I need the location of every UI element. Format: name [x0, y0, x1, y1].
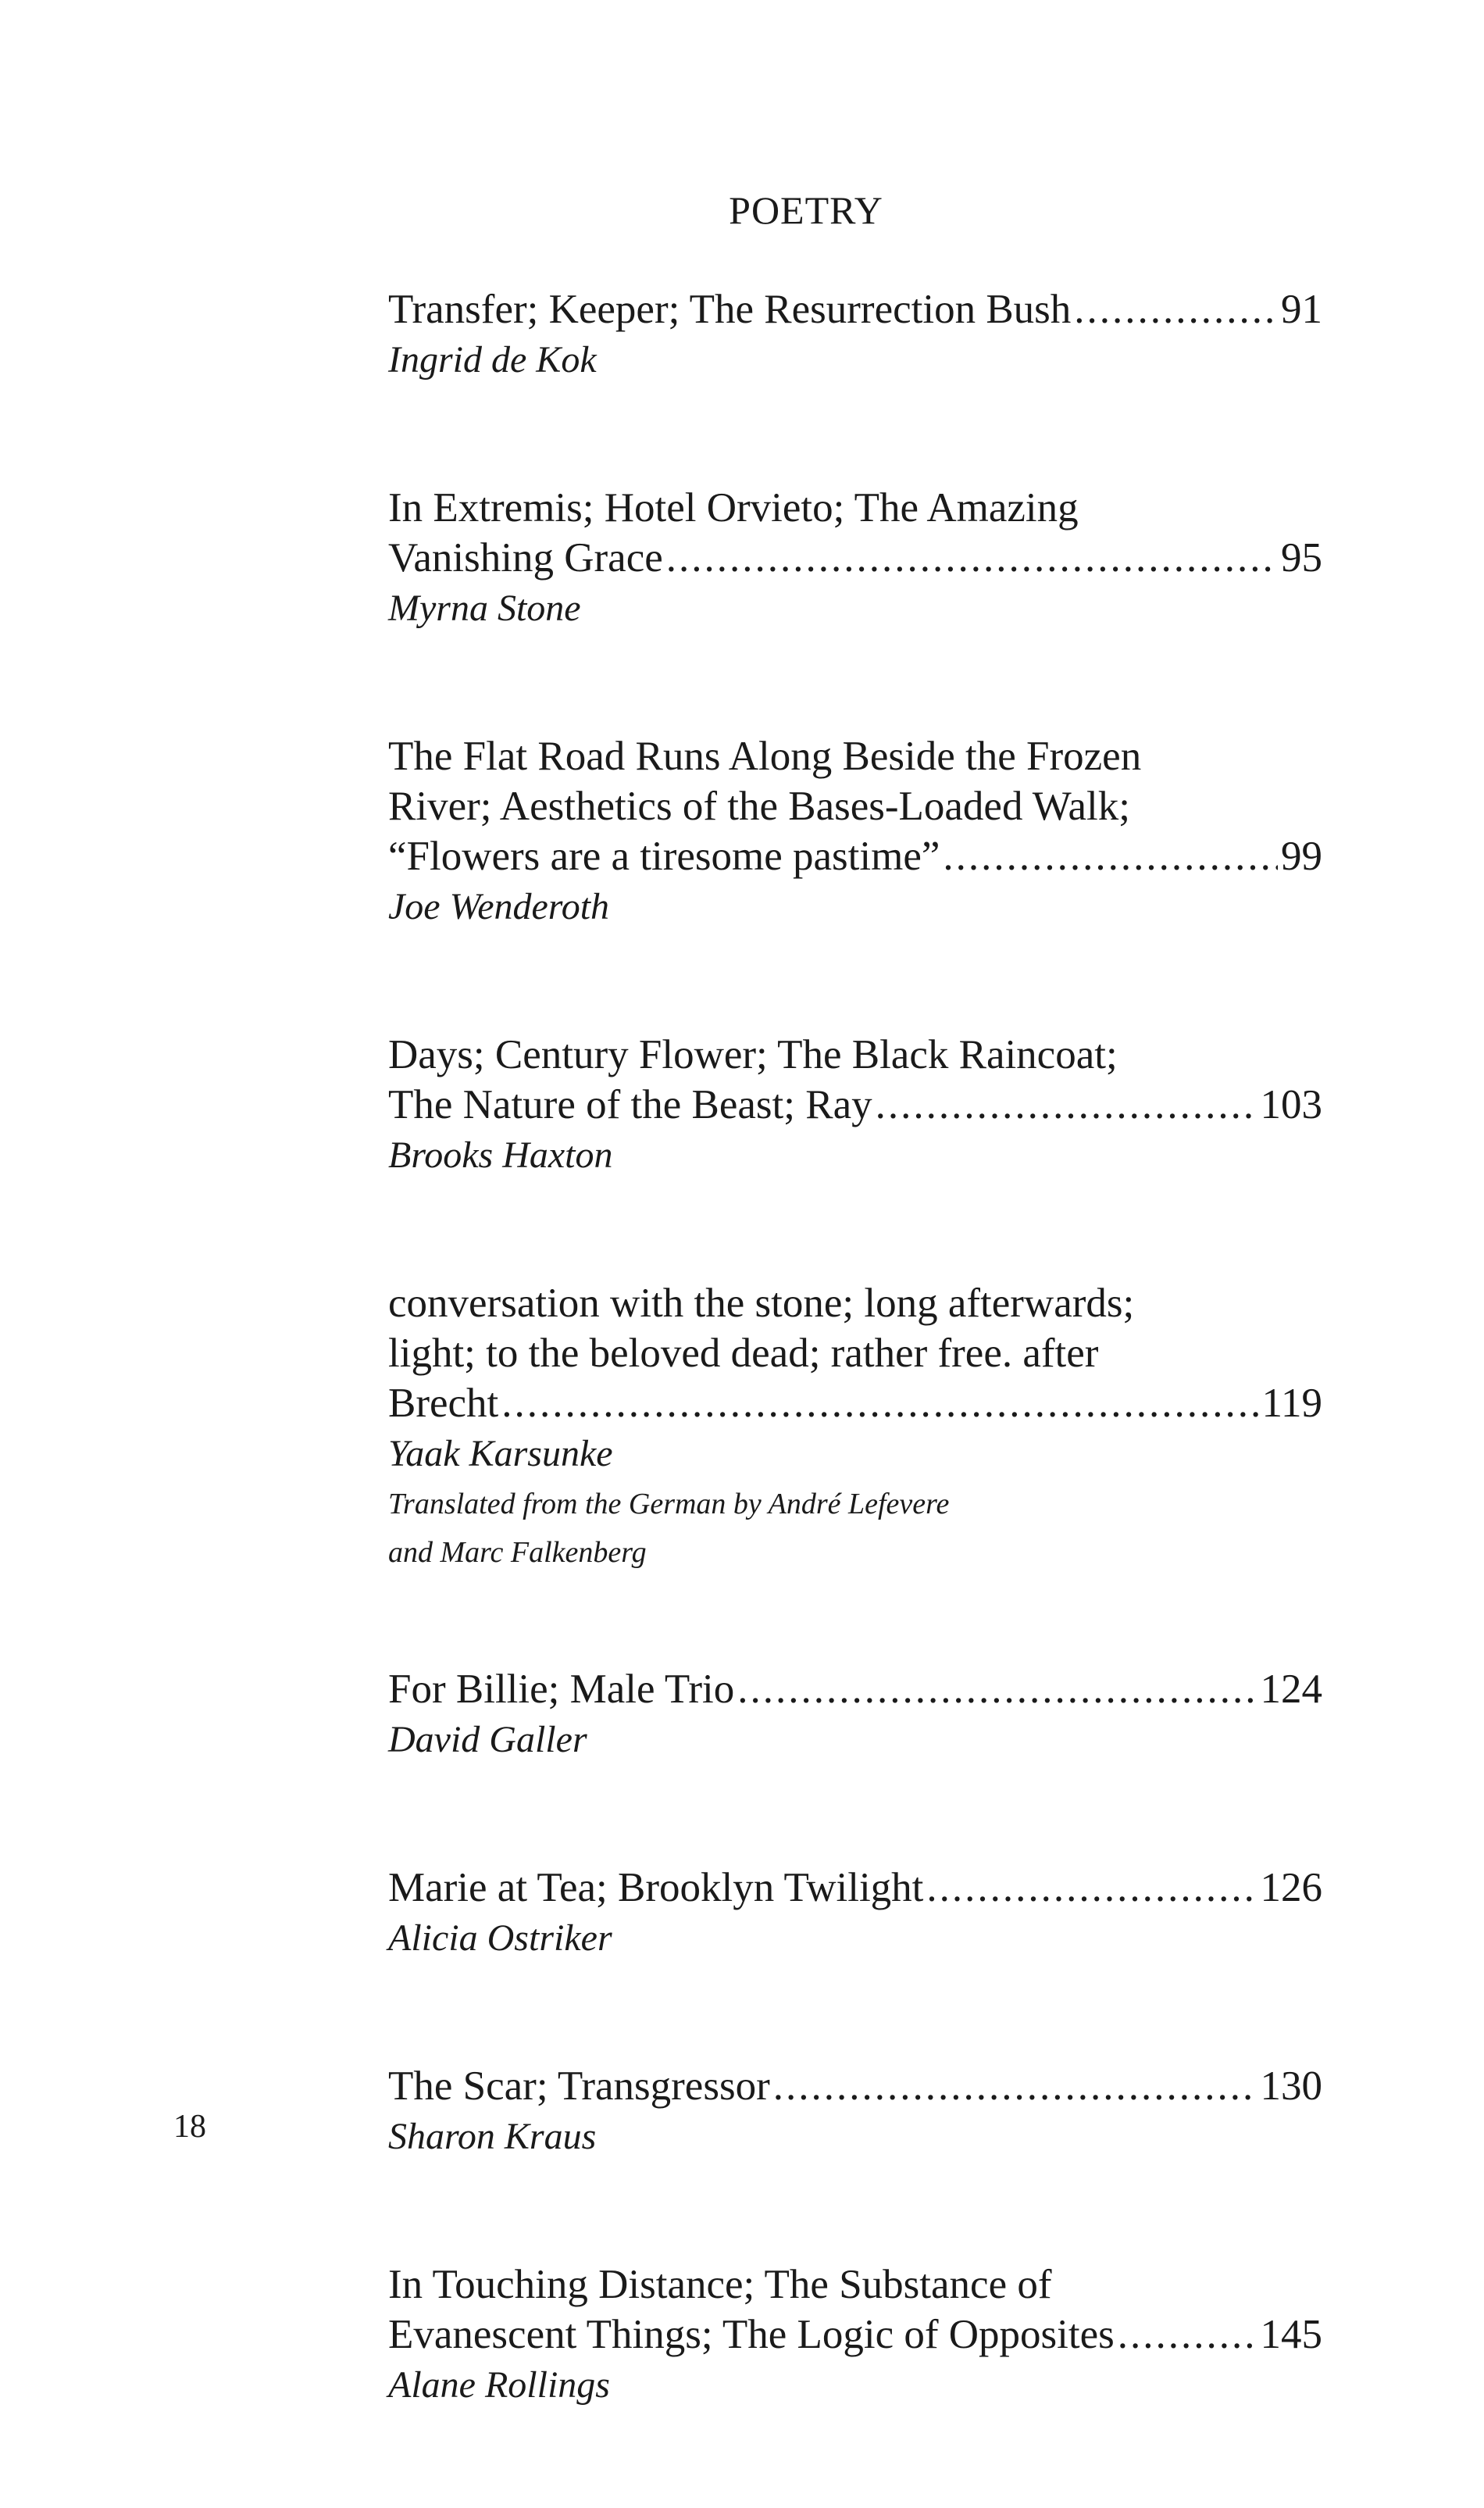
- author-name: Alicia Ostriker: [388, 1917, 612, 1959]
- page-number: 91: [1281, 287, 1322, 332]
- entry-title-line: River; Aesthetics of the Bases-Loaded Walk;: [388, 784, 1130, 829]
- entry-title-line: Transfer; Keeper; The Resurrection Bush: [388, 287, 1072, 332]
- author-name: Alane Rollings: [388, 2364, 610, 2406]
- author-name: Myrna Stone: [388, 588, 581, 629]
- entry-title-line: Evanescent Things; The Logic of Opposites: [388, 2312, 1115, 2357]
- toc-entry: [388, 2061, 1322, 2163]
- toc-entry: [388, 284, 1322, 386]
- dot-leader: [926, 1863, 1257, 1913]
- entry-title: [388, 1664, 1322, 1714]
- page-number: 126: [1260, 1865, 1322, 1910]
- author-name: Joe Wenderoth: [388, 886, 610, 927]
- dot-leader: [1074, 284, 1278, 334]
- entry-title: [388, 731, 1322, 881]
- translator-note: Translated from the German by André Lefevere: [388, 1488, 950, 1520]
- page-number: 95: [1281, 535, 1322, 581]
- toc-entry: [388, 1278, 1322, 1577]
- toc-entry: [388, 1030, 1322, 1181]
- translator-note: and Marc Falkenberg: [388, 1536, 647, 1569]
- entry-title-line: Days; Century Flower; The Black Raincoat;: [388, 1032, 1118, 1077]
- author-name: Sharon Kraus: [388, 2116, 597, 2157]
- page-number: 103: [1260, 1082, 1322, 1127]
- entry-title-line: Marie at Tea; Brooklyn Twilight: [388, 1865, 924, 1910]
- table-of-contents: [388, 284, 1322, 2508]
- entry-title-line: Brecht: [388, 1381, 499, 1426]
- toc-entry: [388, 2260, 1322, 2411]
- entry-title-line: The Scar; Transgressor: [388, 2063, 770, 2109]
- dot-leader: [666, 533, 1278, 583]
- entry-title-line: The Nature of the Beast; Ray: [388, 1082, 872, 1127]
- page-number: 99: [1281, 834, 1322, 879]
- entry-title-line: conversation with the stone; long afterwards;: [388, 1281, 1135, 1326]
- entry-title-line: The Flat Road Runs Along Beside the Frozen: [388, 734, 1142, 779]
- entry-title-line: “Flowers are a tiresome pastime”: [388, 834, 940, 879]
- entry-title: [388, 284, 1322, 334]
- entry-title: [388, 483, 1322, 583]
- dot-leader: [876, 1080, 1257, 1130]
- toc-entry: [388, 1664, 1322, 1766]
- toc-entry: [388, 483, 1322, 634]
- dot-leader: [737, 1664, 1257, 1714]
- section-title: POETRY: [729, 188, 883, 232]
- toc-entry: [388, 731, 1322, 933]
- author-name: Ingrid de Kok: [388, 339, 597, 380]
- entry-title: [388, 1278, 1322, 1428]
- entry-title-line: For Billie; Male Trio: [388, 1667, 735, 1712]
- dot-leader: [1118, 2310, 1257, 2360]
- entry-title-line: Vanishing Grace: [388, 535, 663, 581]
- page-number: 124: [1260, 1667, 1322, 1712]
- page-number: 145: [1260, 2312, 1322, 2357]
- toc-entry: [388, 1863, 1322, 1964]
- entry-title-line: In Touching Distance; The Substance of: [388, 2262, 1052, 2307]
- dot-leader: [501, 1378, 1258, 1428]
- author-name: Yaak Karsunke: [388, 1433, 613, 1474]
- entry-title-line: In Extremis; Hotel Orvieto; The Amazing: [388, 485, 1079, 531]
- entry-title: [388, 2061, 1322, 2111]
- page-number: 119: [1261, 1381, 1322, 1426]
- author-name: Brooks Haxton: [388, 1134, 613, 1176]
- author-name: David Galler: [388, 1719, 587, 1760]
- entry-title: [388, 1863, 1322, 1913]
- entry-title: [388, 2260, 1322, 2360]
- dot-leader: [943, 831, 1278, 881]
- dot-leader: [773, 2061, 1257, 2111]
- entry-title-line: light; to the beloved dead; rather free. after: [388, 1331, 1099, 1376]
- entry-title: [388, 1030, 1322, 1130]
- page-number: 130: [1260, 2063, 1322, 2109]
- page-folio: 18: [173, 2109, 206, 2145]
